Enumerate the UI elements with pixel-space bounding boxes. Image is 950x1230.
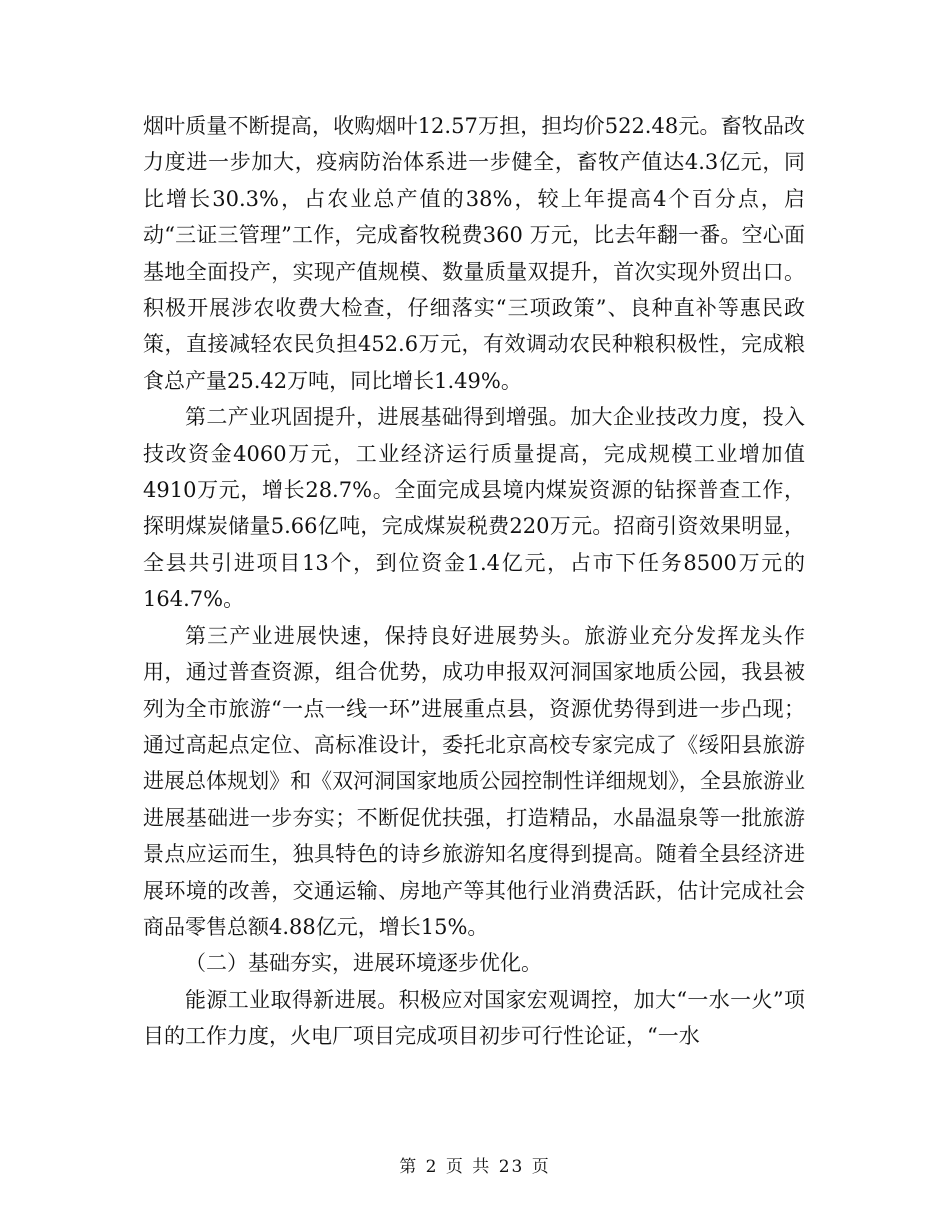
- document-body: [143, 108, 805, 1055]
- page-number-footer: 第 2 页 共 23 页: [399, 1157, 551, 1177]
- paragraph-5: 能源工业取得新进展。积极应对国家宏观调控，加大“一水一火”项目的工作力度，火电厂项目完成项目初步可行性论证，“一水: [143, 987, 805, 1049]
- section-heading: （二）基础夯实，进展环境逐步优化。: [185, 951, 542, 976]
- paragraph-3: 第三产业进展快速，保持良好进展势头。旅游业充分发挥龙头作用，通过普查资源，组合优势，成功申报双河洞国家地质公园，我县被列为全市旅游“一点一线一环”进展重点县，资源优势得到进一步凸现；通过高起点定位、高标准设计，委托北京高校专家完成了《绥阳县旅游进展总体规划》和《双河洞国家地质公园控制性详细规划》，全县旅游业进展基础进一步夯实；不断促优扶强，打造精品，水晶温泉等一批旅游景点应运而生，独具特色的诗乡旅游知名度得到提高。随着全县经济进展环境的改善，交通运输、房地产等其他行业消费活跃，估计完成社会商品零售总额4.88亿元，增长15%。: [143, 623, 805, 939]
- paragraph-2: 第二产业巩固提升，进展基础得到增强。加大企业技改力度，投入技改资金4060万元，工业经济运行质量提高，完成规模工业增加值4910万元，增长28.7%。全面完成县境内煤炭资源的钻探普查工作，探明煤炭储量5.66亿吨，完成煤炭税费220万元。招商引资效果明显，全县共引进项目13个，到位资金1.4亿元，占市下任务8500万元的164.7%。: [143, 405, 805, 612]
- paragraph-1: 烟叶质量不断提高，收购烟叶12.57万担，担均价522.48元。畜牧品改力度进一步加大，疫病防治体系进一步健全，畜牧产值达4.3亿元，同比增长30.3%，占农业总产值的38%，较上年提高4个百分点，启动“三证三管理”工作，完成畜牧税费360 万元，比去年翻一番。空心面基地全面投产，实现产值规模、数量质量双提升，首次实现外贸出口。积极开展涉农收费大检查，仔细落实“三项政策”、良种直补等惠民政策，直接减轻农民负担452.6万元，有效调动农民种粮积极性，完成粮食总产量25.42万吨，同比增长1.49%。: [143, 114, 805, 393]
